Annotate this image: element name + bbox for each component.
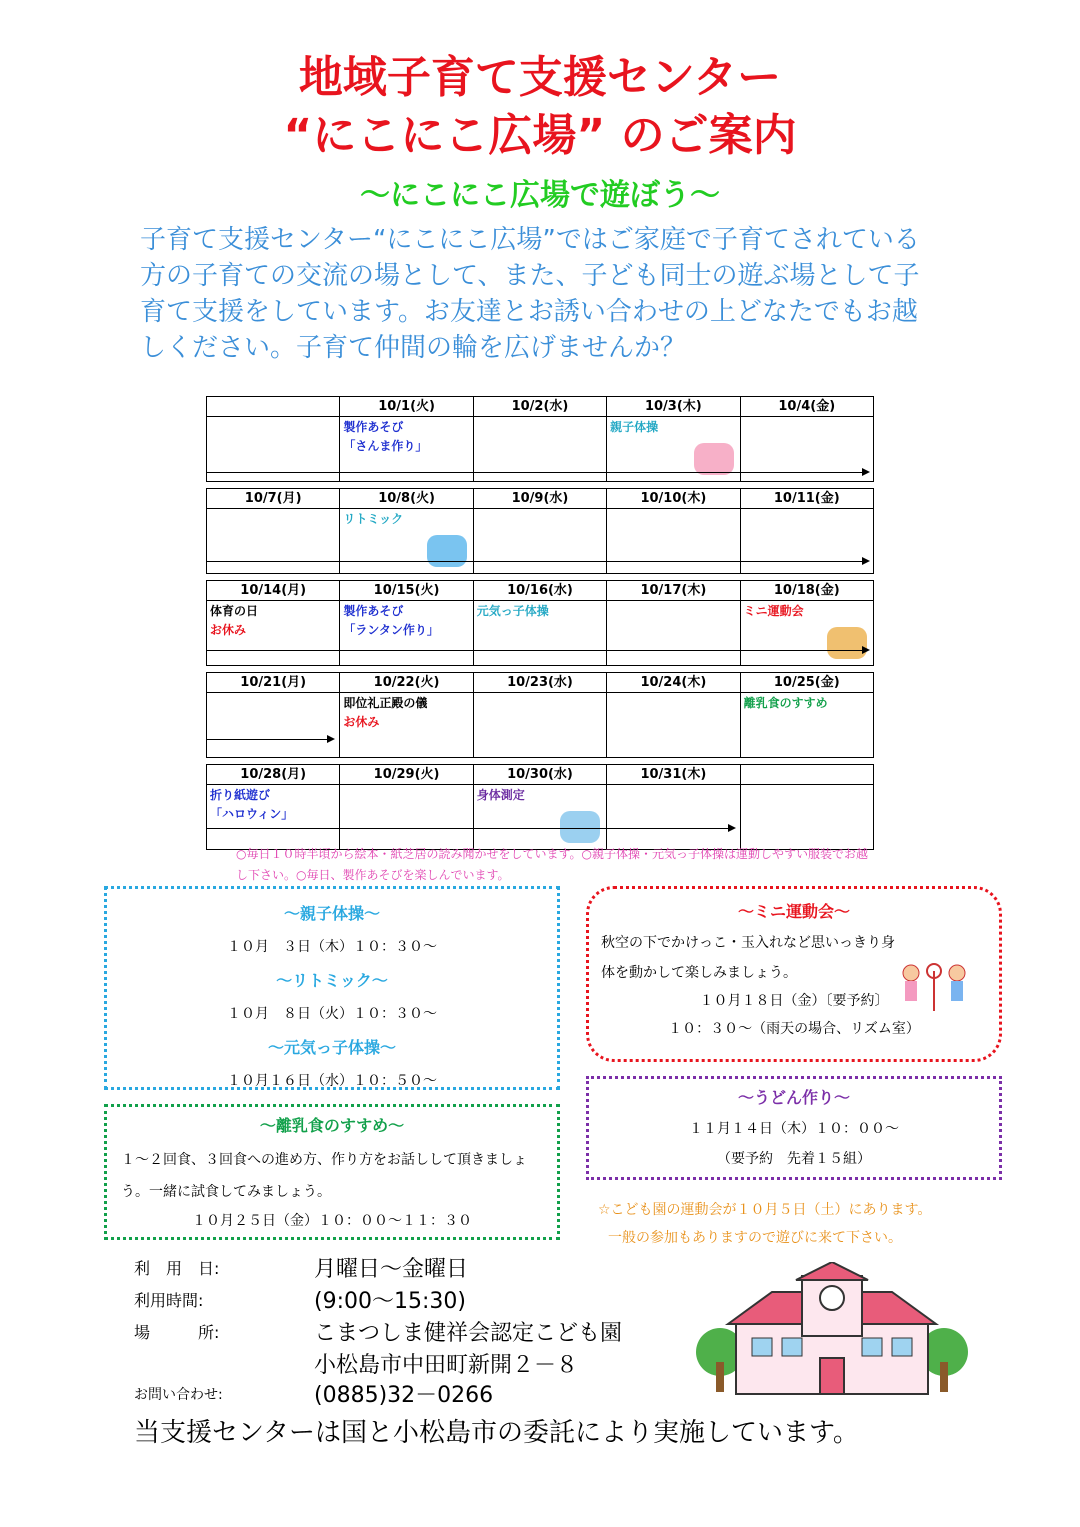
calendar-event: 元気っ子体操 (476, 604, 549, 618)
calendar-day-cell (607, 509, 740, 574)
calendar-day-header: 10/29(火) (340, 765, 473, 785)
mini-sports-box (586, 886, 1002, 1062)
calendar-event: 「ランタン作り」 (343, 623, 439, 637)
baby-food-box (104, 1104, 560, 1240)
page-title-line2: “にこにこ広場” のご案内 (283, 110, 797, 161)
calendar-day-header: 10/30(水) (473, 765, 606, 785)
calendar-day-cell (473, 601, 606, 666)
calendar-day-cell (207, 785, 340, 850)
calendar-day-cell (473, 693, 606, 758)
calendar-day-cell (340, 509, 473, 574)
baby-food-date: １０月２５日（金）１０：００～１１：３０ (192, 1213, 472, 1229)
baby-food-desc: １～２回食、３回食への進め方、作り方をお話しして頂きましょう。一緒に試食してみましょう。 (121, 1152, 527, 1200)
calendar-event: 離乳食のすすめ (743, 696, 828, 710)
activity-illustration (827, 627, 867, 659)
calendar-event: 「ハロウィン」 (210, 807, 294, 821)
udon-box (586, 1076, 1002, 1180)
calendar-event: 製作あそび (343, 604, 404, 618)
calendar-event: お休み (210, 623, 247, 637)
calendar-week-arrow (206, 650, 868, 651)
mini-sports-time: １０：３０～（雨天の場合、リズム室） (668, 1021, 920, 1037)
calendar-day-header: 10/17(木) (607, 581, 740, 601)
calendar-day-cell (607, 601, 740, 666)
mini-sports-date: １０月１８日（金）〔要予約〕 (699, 993, 889, 1009)
calendar-event: リトミック (343, 512, 404, 526)
calendar-day-header: 10/23(水) (473, 673, 606, 693)
activity-illustration (560, 811, 600, 843)
sports-day-note-line2: 一般の参加もありますので遊びに来て下さい。 (608, 1230, 902, 1246)
rhythmic-heading: ～リトミック～ (276, 971, 388, 990)
sports-day-note (598, 1196, 1018, 1252)
calendar-event: 即位礼正殿の儀 (343, 696, 428, 710)
calendar-week-arrow (206, 561, 868, 562)
place-value-2: 小松島市中田町新開２－８ (314, 1353, 579, 1378)
calendar-week-arrow (206, 828, 734, 829)
footer-note: 当支援センターは国と小松島市の委託により実施しています。 (134, 1418, 859, 1448)
kids-playing-illustration (899, 961, 969, 1019)
calendar-day-header: 10/8(火) (340, 489, 473, 509)
calendar-day-header: 10/15(火) (340, 581, 473, 601)
place-value-1: こまつしま健祥会認定こども園 (314, 1321, 623, 1346)
calendar-day-cell (207, 693, 340, 758)
calendar-day-header: 10/28(月) (207, 765, 340, 785)
activity-illustration (427, 535, 467, 567)
udon-reservation: （要予約 先着１５組） (717, 1151, 871, 1167)
baby-food-heading: ～離乳食のすすめ～ (259, 1116, 405, 1135)
calendar-day-header: 10/9(水) (473, 489, 606, 509)
calendar-day-cell (473, 785, 606, 850)
contact-label: お問い合わせ: (134, 1387, 223, 1403)
calendar-event: お休み (343, 715, 380, 729)
activity-illustration (694, 443, 734, 475)
calendar-day-cell (340, 601, 473, 666)
calendar-day-header (207, 397, 340, 417)
calendar-day-header: 10/10(木) (607, 489, 740, 509)
oyako-taiso-date: １０月 ３日（木）１０：３０～ (227, 939, 437, 955)
oyako-taiso-heading: ～親子体操～ (283, 904, 380, 923)
calendar (206, 396, 874, 836)
rhythmic-date: １０月 ８日（火）１０：３０～ (227, 1006, 437, 1022)
calendar-day-header (740, 765, 873, 785)
calendar-event: 親子体操 (610, 420, 659, 434)
calendar-day-cell (473, 509, 606, 574)
calendar-day-header: 10/22(火) (340, 673, 473, 693)
time-label: 利用時間: (134, 1291, 204, 1310)
calendar-day-header: 10/31(木) (607, 765, 740, 785)
calendar-table (206, 396, 874, 850)
calendar-event: 体育の日 (210, 604, 259, 618)
mini-sports-desc: 秋空の下でかけっこ・玉入れなど思いっきり身体を動かして楽しみましょう。 (601, 935, 895, 981)
calendar-day-header: 10/21(月) (207, 673, 340, 693)
page-title-line1: 地域子育て支援センター (298, 52, 782, 103)
days-label: 利 用 日: (134, 1259, 220, 1278)
calendar-day-cell (740, 785, 873, 850)
calendar-day-cell (607, 785, 740, 850)
calendar-day-header: 10/1(火) (340, 397, 473, 417)
calendar-week-arrow (206, 739, 333, 740)
calendar-event: 製作あそび (343, 420, 404, 434)
kindergarten-building-illustration (692, 1262, 972, 1402)
calendar-event: 折り紙遊び (210, 788, 271, 802)
calendar-day-cell (740, 509, 873, 574)
calendar-day-header: 10/14(月) (207, 581, 340, 601)
calendar-day-header: 10/25(金) (740, 673, 873, 693)
calendar-day-header: 10/3(木) (607, 397, 740, 417)
calendar-day-header: 10/2(水) (473, 397, 606, 417)
calendar-day-header: 10/16(水) (473, 581, 606, 601)
sports-day-note-line1: ☆こども園の運動会が１０月５日（土）にあります。 (598, 1202, 932, 1218)
calendar-day-cell (207, 601, 340, 666)
calendar-day-cell (740, 693, 873, 758)
calendar-day-header: 10/7(月) (207, 489, 340, 509)
genki-taiso-date: １０月１６日（水）１０：５０～ (227, 1073, 437, 1089)
calendar-event: 身体測定 (476, 788, 525, 802)
page-subtitle: ～にこにこ広場で遊ぼう～ (360, 178, 720, 213)
calendar-event: 「さんま作り」 (343, 439, 428, 453)
exercise-box (104, 886, 560, 1090)
genki-taiso-heading: ～元気っ子体操～ (267, 1038, 396, 1057)
calendar-week-arrow (206, 472, 868, 473)
days-value: 月曜日～金曜日 (314, 1257, 469, 1282)
calendar-day-cell (207, 509, 340, 574)
calendar-day-cell (340, 693, 473, 758)
calendar-day-header: 10/24(木) (607, 673, 740, 693)
calendar-day-header: 10/11(金) (740, 489, 873, 509)
intro-paragraph: 子育て支援センター“にこにこ広場”ではご家庭で子育てされている方の子育ての交流の場として、また、子ども同士の遊ぶ場として子育て支援をしています。お友達とお誘い合わせの上どなたでもお越しください。子育て仲間の輪を広げませんか？ (140, 225, 920, 363)
calendar-day-cell (340, 785, 473, 850)
contact-value: (0885)32－0266 (314, 1383, 494, 1408)
calendar-event: ミニ運動会 (743, 604, 804, 618)
udon-heading: ～うどん作り～ (737, 1088, 850, 1107)
time-value: (9:00～15:30) (314, 1289, 466, 1314)
udon-date: １１月１４日（木）１０：００～ (689, 1121, 899, 1137)
mini-sports-heading: ～ミニ運動会～ (737, 902, 850, 921)
daily-note: ○毎日１０時半頃から絵本・紙芝居の読み聞かせをしています。○親子体操・元気っ子体操は運動しやすい服装でお越し下さい。○毎日、製作あそびを楽しんでいます。 (236, 847, 868, 882)
calendar-day-cell (607, 693, 740, 758)
calendar-day-header: 10/4(金) (740, 397, 873, 417)
calendar-day-header: 10/18(金) (740, 581, 873, 601)
calendar-day-cell (740, 601, 873, 666)
place-label: 場 所: (134, 1323, 220, 1342)
